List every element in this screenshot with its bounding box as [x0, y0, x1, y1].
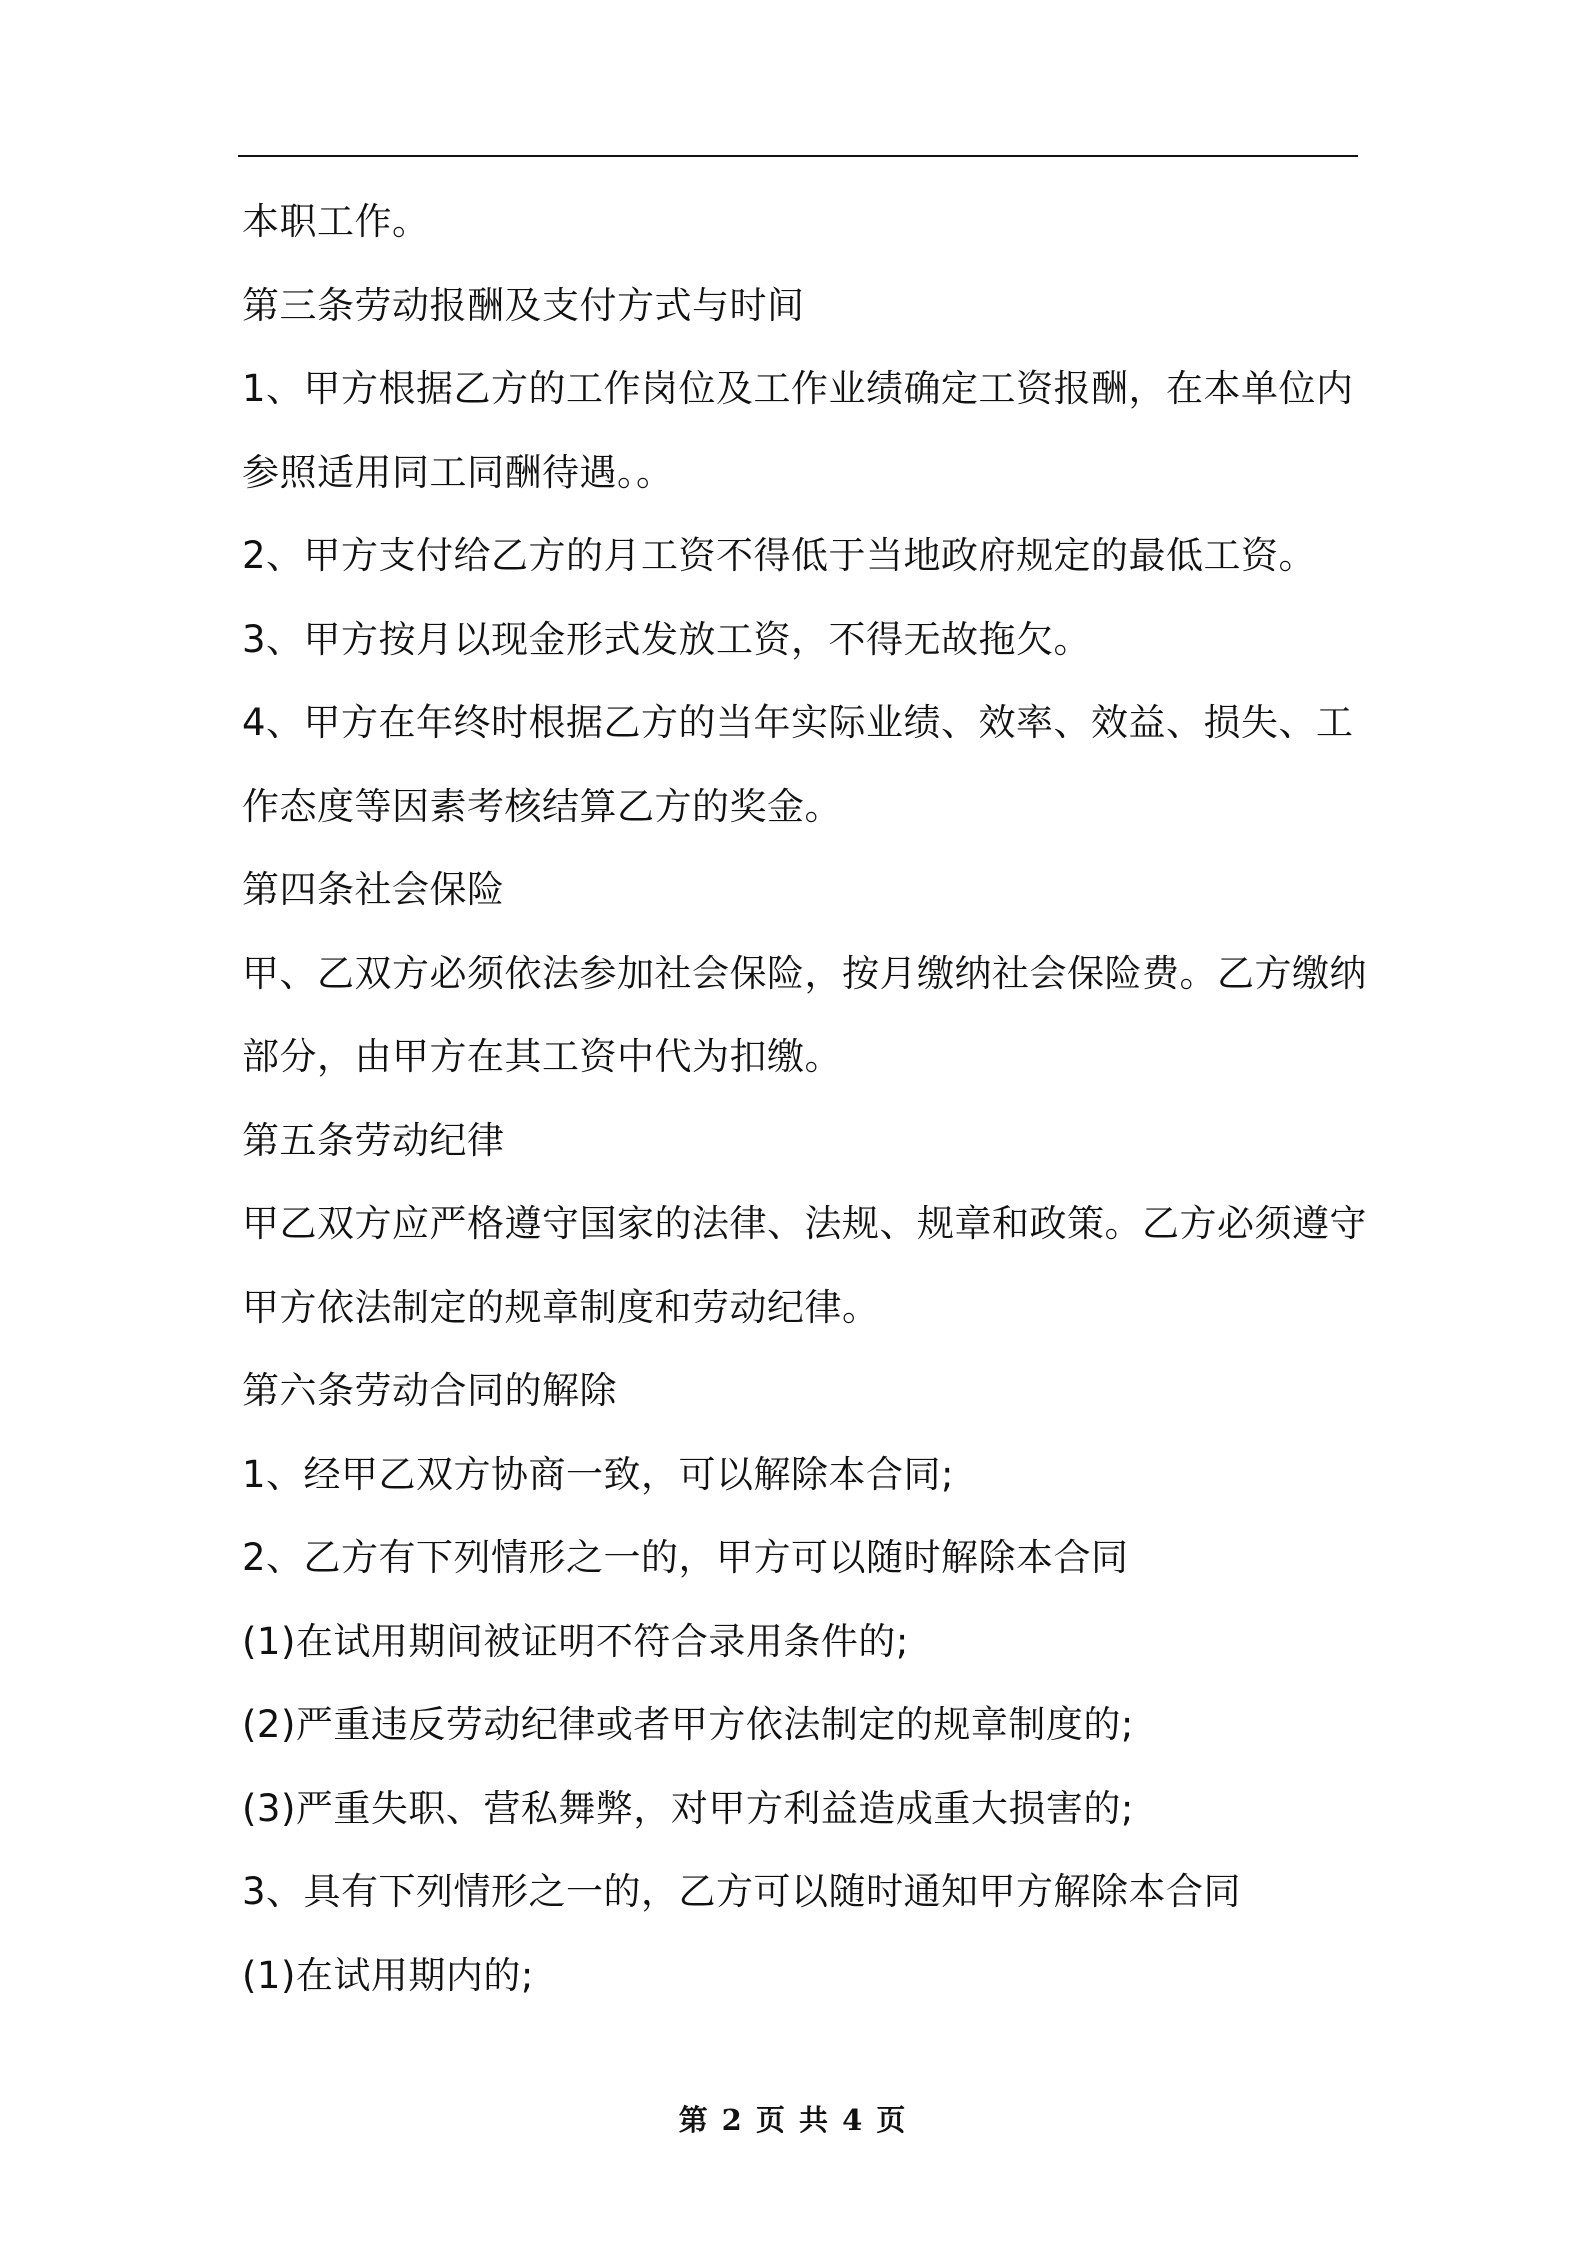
document-body [242, 180, 1367, 2017]
text-line: (1)在试用期间被证明不符合录用条件的; [242, 1619, 909, 1663]
text-line: 3、甲方按月以现金形式发放工资，不得无故拖欠。 [242, 617, 1092, 661]
section-heading: 第六条劳动合同的解除 [242, 1369, 617, 1412]
section-heading: 第五条劳动纪律 [242, 1118, 505, 1162]
text-line: 甲乙双方应严格遵守国家的法律、法规、规章和政策。乙方必须遵守 [242, 1202, 1367, 1245]
text-line: 参照适用同工同酬待遇。。 [242, 450, 674, 494]
header-rule [238, 155, 1358, 157]
text-line: 甲、乙双方必须依法参加社会保险，按月缴纳社会保险费。乙方缴纳 [242, 951, 1367, 995]
text-line: (3)严重失职、营私舞弊，对甲方利益造成重大损害的; [242, 1786, 1134, 1830]
text-line: 2、甲方支付给乙方的月工资不得低于当地政府规定的最低工资。 [242, 534, 1317, 577]
text-line: 2、乙方有下列情形之一的，甲方可以随时解除本合同 [242, 1536, 1129, 1579]
text-line: 甲方依法制定的规章制度和劳动纪律。 [242, 1285, 880, 1329]
text-line: 1、经甲乙双方协商一致，可以解除本合同; [242, 1452, 955, 1496]
text-line: 部分，由甲方在其工资中代为扣缴。 [242, 1035, 842, 1078]
section-heading: 第四条社会保险 [242, 868, 505, 911]
text-line: (2)严重违反劳动纪律或者甲方依法制定的规章制度的; [242, 1703, 1134, 1746]
text-line: (1)在试用期内的; [242, 1953, 534, 1997]
text-line: 3、具有下列情形之一的，乙方可以随时通知甲方解除本合同 [242, 1870, 1242, 1913]
text-line: 1、甲方根据乙方的工作岗位及工作业绩确定工资报酬，在本单位内 [242, 367, 1354, 410]
text-line: 4、甲方在年终时根据乙方的当年实际业绩、效率、效益、损失、工 [242, 701, 1354, 744]
section-heading: 第三条劳动报酬及支付方式与时间 [242, 283, 805, 327]
text-line: 本职工作。 [242, 200, 430, 243]
text-line: 作态度等因素考核结算乙方的奖金。 [242, 784, 842, 828]
page-number: 第 2 页 共 4 页 [678, 2103, 908, 2137]
